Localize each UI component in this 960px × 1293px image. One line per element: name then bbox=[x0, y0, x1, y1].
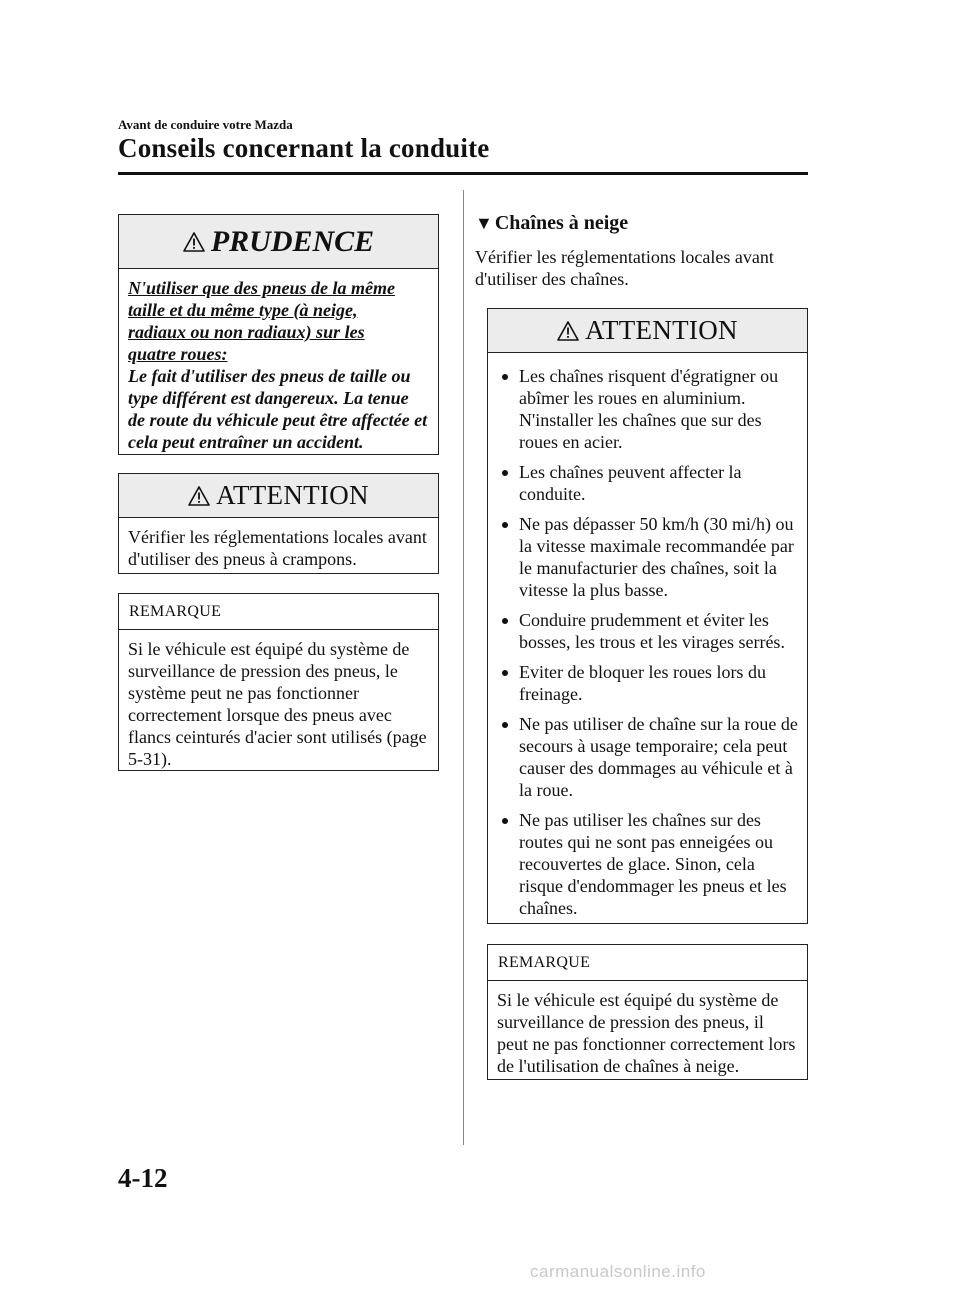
warning-icon bbox=[183, 232, 205, 252]
chains-heading bbox=[475, 212, 628, 235]
remarque-box-left bbox=[118, 593, 439, 771]
prudence-text bbox=[119, 269, 438, 461]
attention-title-right: ATTENTION bbox=[585, 315, 738, 345]
prudence-title: PRUDENCE bbox=[210, 224, 375, 258]
prudence-line-4: quatre roues: bbox=[128, 344, 228, 364]
remarque-box-right bbox=[487, 944, 808, 1080]
header-rule bbox=[118, 172, 808, 175]
list-item: Ne pas utiliser les chaînes sur des routes qui ne sont pas enneigées ou recouvertes de glace. Sinon, cela risque d'endommager les pneus et les chaînes. bbox=[497, 809, 799, 919]
prudence-header bbox=[119, 215, 438, 269]
page-number: 4-12 bbox=[118, 1163, 168, 1193]
list-item: Ne pas dépasser 50 km/h (30 mi/h) ou la vitesse maximale recommandée par le manufacturier des chaînes, soit la vitesse la plus basse. bbox=[497, 513, 799, 601]
list-item: Les chaînes peuvent affecter la conduite. bbox=[497, 461, 799, 505]
remarque-title-left: REMARQUE bbox=[119, 594, 438, 630]
triangle-down-icon: ▼ bbox=[475, 213, 493, 233]
list-item: Eviter de bloquer les roues lors du freinage. bbox=[497, 661, 799, 705]
list-item: Les chaînes risquent d'égratigner ou abîmer les roues en aluminium. N'installer les chaînes que sur des roues en acier. bbox=[497, 365, 799, 453]
attention-box-right bbox=[487, 308, 808, 924]
attention-title-left: ATTENTION bbox=[216, 480, 369, 510]
page-title: Conseils concernant la conduite bbox=[118, 133, 490, 163]
prudence-line-2: taille et du même type (à neige, bbox=[128, 300, 358, 320]
remarque-title-right: REMARQUE bbox=[488, 945, 807, 981]
prudence-box bbox=[118, 214, 439, 455]
list-item: Conduire prudemment et éviter les bosses, les trous et les virages serrés. bbox=[497, 609, 799, 653]
attention-header-left bbox=[119, 474, 438, 518]
remarque-body-right: Si le véhicule est équipé du système de surveillance de pression des pneus, il peut ne pas fonctionner correctement lors de l'utilisation de chaînes à neige. bbox=[497, 990, 796, 1076]
attention-header-right bbox=[488, 309, 807, 353]
attention-box-left bbox=[118, 473, 439, 574]
attention-list bbox=[497, 365, 799, 919]
prudence-line-1: N'utiliser que des pneus de la même bbox=[128, 278, 395, 298]
warning-icon bbox=[188, 486, 210, 506]
prudence-line-3: radiaux ou non radiaux) sur les bbox=[128, 322, 365, 342]
chains-intro: Vérifier les réglementations locales avant d'utiliser des chaînes. bbox=[475, 247, 774, 289]
remarque-body-left: Si le véhicule est équipé du système de surveillance de pression des pneus, le système peut ne pas fonctionner correctement lorsque des pneus avec flancs ceinturés d'acier sont utilisés (page 5-31). bbox=[128, 639, 427, 769]
list-item: Ne pas utiliser de chaîne sur la roue de secours à usage temporaire; cela peut causer des dommages au véhicule et à la roue. bbox=[497, 713, 799, 801]
attention-body-left: Vérifier les réglementations locales avant d'utiliser des pneus à crampons. bbox=[128, 527, 427, 569]
column-divider bbox=[463, 190, 464, 1145]
prudence-body: Le fait d'utiliser des pneus de taille ou type différent est dangereux. La tenue de route du véhicule peut être affectée et cela peut entraîner un accident. bbox=[128, 366, 428, 452]
attention-body-right bbox=[488, 353, 807, 935]
warning-icon bbox=[557, 321, 579, 341]
section-label: Avant de conduire votre Mazda bbox=[118, 117, 293, 132]
chains-heading-text: Chaînes à neige bbox=[494, 212, 629, 234]
watermark: carmanualsonline.info bbox=[530, 1262, 706, 1281]
